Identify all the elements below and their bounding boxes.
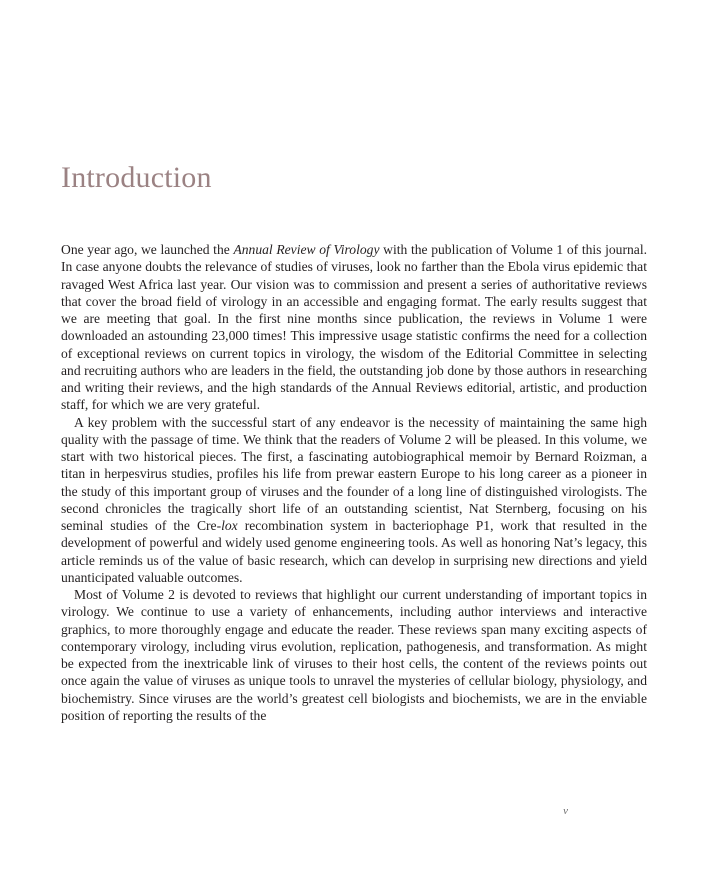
paragraph-1-start: One year ago, we launched the bbox=[61, 242, 234, 257]
lox-term: lox bbox=[221, 518, 238, 533]
paragraph-2 bbox=[61, 414, 647, 587]
paragraph-1 bbox=[61, 241, 647, 414]
paragraph-2-end: recombination system in bacteriophage P1, work that resulted in the development of powerful and widely used genome engineering tools. As well as honoring Nat’s legacy, this article reminds us of the value of basic research, which can develop in surprising new directions and yield unanticipated valuable outcomes. bbox=[61, 518, 647, 585]
paragraph-2-start: A key problem with the successful start of any endeavor is the necessity of maintaining the same high quality with the passage of time. We think that the readers of Volume 2 will be pleased. In this volume, we start with two historical pieces. The first, a fascinating autobiographical memoir by Bernard Roizman, a titan in herpesvirus studies, profiles his life from prewar eastern Europe to his long career as a pioneer in the study of this important group of viruses and the founder of a long line of distinguished virologists. The second chronicles the tragically short life of an outstanding scientist, Nat Sternberg, focusing on his seminal studies of the Cre- bbox=[61, 414, 647, 533]
paragraph-3: Most of Volume 2 is devoted to reviews that highlight our current understanding of important topics in virology. We continue to use a variety of enhancements, including author interviews and interactive graphics, to more thoroughly engage and educate the reader. These reviews span many exciting aspects of contemporary virology, including virus evolution, replication, pathogenesis, and transformation. As might be expected from the inextricable link of viruses to their host cells, the content of the reviews points out once again the value of viruses as unique tools to unravel the mysteries of cellular biology, physiology, and biochemistry. Since viruses are the world’s greatest cell biologists and biochemists, we are in the enviable position of reporting the results of the bbox=[61, 587, 647, 723]
page-number: v bbox=[563, 805, 568, 817]
body-text bbox=[61, 241, 647, 724]
journal-title: Annual Review of Virology bbox=[233, 242, 380, 257]
page-title: Introduction bbox=[61, 161, 212, 194]
paragraph-1-end: with the publication of Volume 1 of this journal. In case anyone doubts the relevance of studies of viruses, look no farther than the Ebola virus epidemic that ravaged West Africa last year. Our vision was to commission and present a series of authoritative reviews that cover the broad field of virology in an accessible and engaging format. The early results suggest that we are meeting that goal. In the first nine months since publication, the reviews in Volume 1 were downloaded an astounding 23,000 times! This impressive usage statistic confirms the need for a collection of exceptional reviews on current topics in virology, the wisdom of the Editorial Committee in selecting and recruiting authors who are leaders in the field, the outstanding job done by those authors in researching and writing their reviews, and the high standards of the Annual Reviews editorial, artistic, and production staff, for which we are very grateful. bbox=[61, 242, 647, 413]
